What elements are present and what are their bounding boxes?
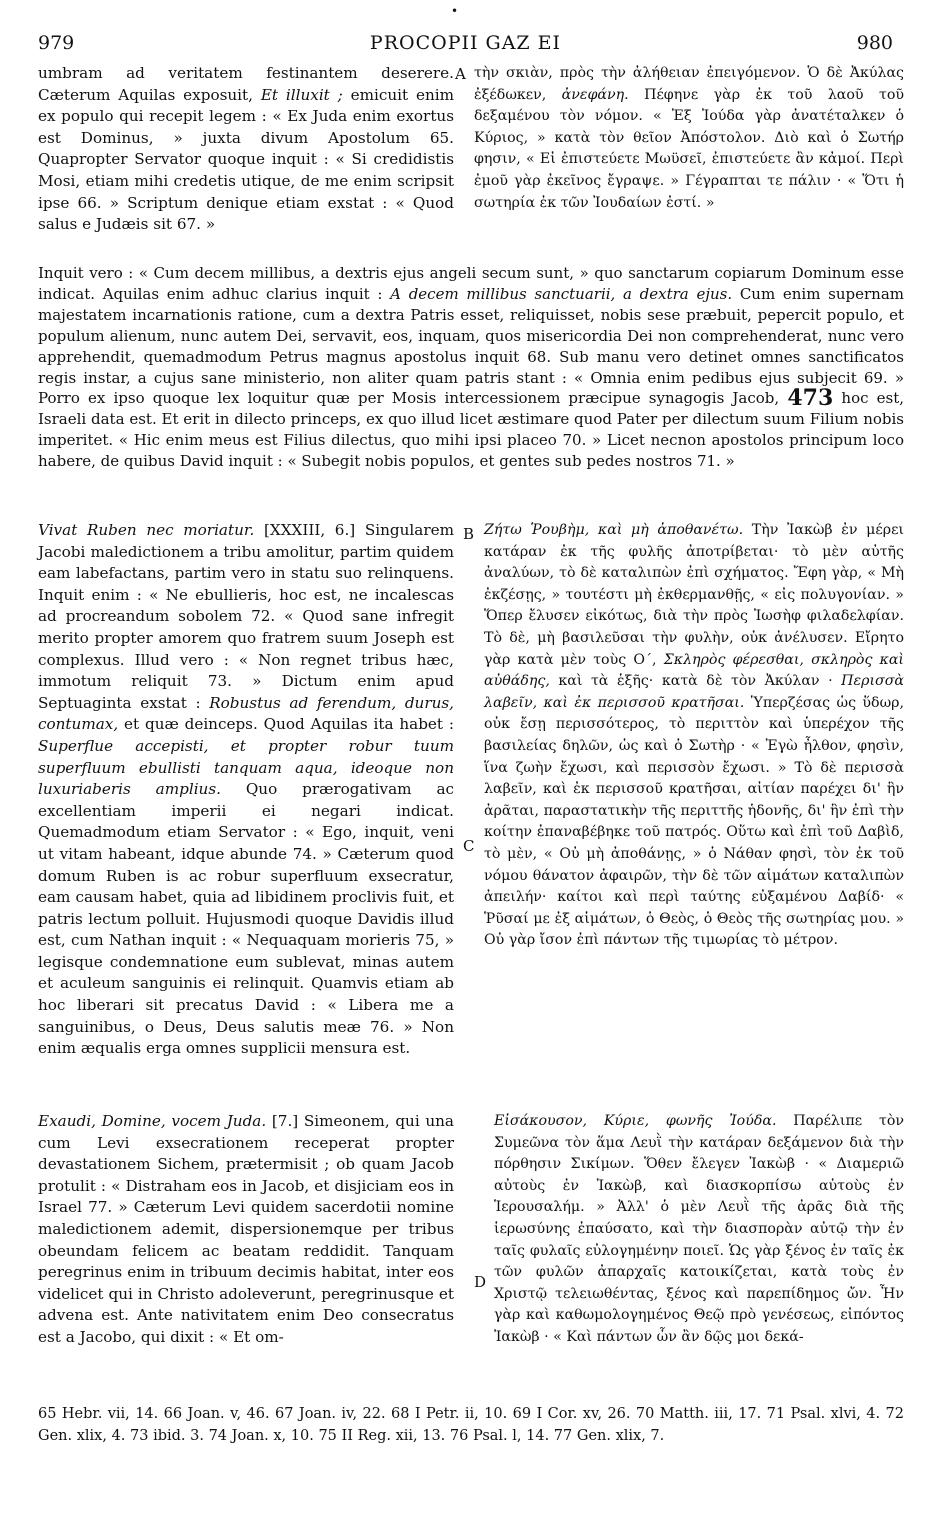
latin-column-a: [38, 63, 454, 236]
greek-text: τὴν σκιὰν, πρὸς τὴν ἀλήθειαν ἐπειγόμενον. Ὁ δὲ Ἀκύλας ἐξέδωκεν,: [474, 65, 904, 103]
paragraph-text-2: Cum enim supernam majestatem incarnationis ratione, cum a dextra Patris esset, reliquisset, nobis sese præbuit, pepercit populo, et populum alienum, nunc autem Dei, servavit, eos, inquam, quos misericordia Dei non comprehenderat, nunc vero apprehendit, quemadmodum Petrus magnus apostolus inquit 68. Sub manu vero detinet omnes sanctificatos regis instar, a cujus sane ministerio, non aliter quam patris stant : « Omnia enim pedibus ejus subjecit 69. » Porro ex ipso quoque lex loquitur quæ per Mosis intercessionem præcipue synagogis Jacob,: [38, 284, 904, 408]
greek-italic-text: ἀνεφάνη.: [561, 86, 629, 103]
margin-marker-c: C: [463, 837, 475, 855]
latin-italic-text: Et illuxit ;: [260, 85, 343, 104]
greek-italic-b1: Σκληρὸς φέρεσθαι, σκληρὸς καὶ αὐθάδης,: [484, 651, 904, 690]
paragraph-italic: A decem millibus sanctuarii, a dextra ejus.: [390, 284, 733, 303]
paragraph-text-3: hoc est, Israeli data est. Et erit in dilecto princeps, ex quo illud licet æstimare quod Pater per dilectum suum Filium nobis imperitet. « Hic enim meus est Filius dilectus, quo mihi ipsi placeo 70. » Licet necnon apostolos principum loco habere, de quibus David inquit : « Subegit nobis populos, et gentes sub pedes nostros 71. »: [38, 389, 905, 471]
greek-italic-b2: Περισσὰ λαβεῖν, καὶ ἐκ περισσοῦ κρατῆσαι.: [484, 673, 904, 711]
paragraph-text-1: Inquit vero : « Cum decem millibus, a dextris ejus angeli secum sunt, » quo sanctarum copiarum Dominum esse indicat. Aquilas enim adhuc clarius inquit :: [38, 264, 904, 303]
latin-text-b2: et quæ deinceps. Quod Aquilas ita habet :: [118, 715, 454, 734]
greek-lemma-ruben: Ζήτω Ῥουβὴμ, καὶ μὴ ἀποθανέτω.: [484, 522, 744, 538]
latin-italic-b2: Superflue accepisti, et propter robur tuum superfluum ebullisti tanquam aqua, ideoque non luxuriaberis amplius.: [38, 736, 454, 799]
greek-column-b: [484, 520, 904, 952]
greek-text-d: Παρέλιπε τὸν Συμεῶνα τὸν ἅμα Λευῒ τὴν κατάραν δεξάμενον διὰ τὴν πόρθησιν Σικίμων. Ὅθεν ἔλεγεν Ἰακὼβ · « Διαμεριῶ αὐτοὺς ἐν Ἰακὼβ, καὶ διασκορπίσω αὐτοὺς ἐν Ἱερουσαλήμ. » Ἀλλ' ὁ μὲν Λευῒ τῆς ἀρᾶς διὰ τῆς ἱερωσύνης ἐπαύσατο, καὶ τὴν διασπορὰν αὐτῷ τὴν ἐν ταῖς φυλαῖς εὐλογημένην ποιεῖ. Ὡς γὰρ ξένος ἐν ταῖς ἐκ τῶν φυλῶν ἀπαρχαῖς κατοικίζεται, κατὰ τοὺς ἐν Χριστῷ τελειωθέντας, ξένος καὶ παρεπίδημος ὤν. Ἦν γὰρ καὶ καθωμολογημένος Θεῷ πρὸ γενέσεως, εἰπόντος Ἰακὼβ · « Καὶ πάντων ὧν ἂν δῷς μοι δεκά-: [494, 1113, 904, 1345]
margin-marker-d: D: [474, 1273, 487, 1291]
latin-text: umbram ad veritatem festinantem deserere. Cæterum Aquilas exposuit,: [38, 64, 454, 104]
latin-text-d: [7.] Simeonem, qui una cum Levi exsecrationem receperat propter devastationem Sichem, prætermisit ; ob quam Jacob protulit : « Distraham eos in Jacob, et disjiciam eos in Israel 77. » Cæterum Levi quidem sacerdotii nomine maledictionem ademit, dispersionemque per tribus obeundam felicem ac beatam reddidit. Tanquam peregrinus enim in tribuum decimis habitat, inter eos videlicet qui in Christo adoleverunt, peregrinusque et advena est. Ante nativitatem enim Deo consecratus est a Jacobo, qui dixit : « Et om-: [38, 1112, 454, 1346]
latin-column-d: [38, 1111, 454, 1349]
latin-text-b1: [XXXIII, 6.] Singularem Jacobi maledictionem a tribu amolitur, partim quidem eam labefactans, partim vero in statu suo relinquens. Inquit enim : « Ne ebullieris, hoc est, ne incalescas ad procreandum sobolem 72. « Quod sane infregit merito propter amorem quo fratrem suum Joseph est complexus. Illud vero : « Non regnet tribus hæc, immotum reliquit 73. » Dictum enim apud Septuaginta exstat :: [38, 521, 454, 712]
running-title: PROCOPII GAZ EI: [369, 32, 562, 54]
page-number-marker: 473: [787, 385, 834, 412]
greek-text-b2: καὶ τὰ ἑξῆς· κατὰ δὲ τὸν Ἀκύλαν ·: [549, 673, 842, 690]
latin-italic-b1: Robustus ad ferendum, durus, contumax,: [38, 693, 455, 734]
margin-marker-a: A: [455, 65, 466, 83]
latin-lemma-juda: Exaudi, Domine, vocem Juda.: [38, 1112, 267, 1130]
page-header: [38, 28, 893, 58]
top-bullet-mark: •: [451, 4, 459, 18]
latin-text-b3: Quo prærogativam ac excellentiam imperii ei negari indicat. Quemadmodum etiam Servator : « Ego, inquit, veni ut vitam habeant, idque abunde 74. » Cæterum quod domum Ruben is ac robur superfluum exsecratur, eam causam habet, quia ad libidinem proclivis fuit, et patris lectum polluit. Hujusmodi quoque Davidis illud est, cum Nathan inquit : « Nequaquam morieris 75, » legisque condemnatione eum sublevat, minas autem et aculeum sanguinis ei relinquit. Quamvis etiam ab hoc liberari sit precatus David : « Libera me a sanguinibus, o Deus, Deus salutis meæ 76. » Non enim æqualis erga omnes supplicii mensura est.: [38, 780, 454, 1058]
greek-text-rest: Πέφηνε γὰρ ἐκ τοῦ λαοῦ τοῦ δεξαμένου τὸν νόμον. « Ἐξ Ἰούδα γὰρ ἀνατέταλκεν ὁ Κύριος, » κατὰ τὸν θεῖον Ἀπόστολον. Διὸ καὶ ὁ Σωτήρ φησιν, « Εἰ ἐπιστεύετε Μωϋσεῖ, ἐπιστεύετε ἂν κἀμοί. Περὶ ἐμοῦ γὰρ ἐκεῖνος ἔγραψε. » Γέγραπται τε πάλιν · « Ὅτι ἡ σωτηρία ἐκ τῶν Ἰουδαίων ἐστί. »: [474, 86, 904, 211]
left-column-number: 979: [38, 32, 75, 54]
latin-lemma-ruben: Vivat Ruben nec moriatur.: [38, 521, 255, 539]
right-column-number: 980: [856, 32, 893, 54]
full-width-paragraph: [38, 263, 904, 472]
margin-marker-b: B: [463, 525, 475, 543]
greek-lemma-juda: Εἰσάκουσον, Κύριε, φωνῆς Ἰούδα.: [494, 1113, 777, 1129]
greek-column-d: [494, 1111, 904, 1349]
greek-text-b1: Τὴν Ἰακὼβ ἐν μέρει κατάραν ἐκ τῆς φυλῆς ἀποτρίβεται· τὸ μὲν αὐτῆς ἀναλύων, τὸ δὲ καταλιπὼν ἐπὶ σχήματος. Ἔφη γὰρ, « Μὴ ἐκζέσῃς, » τουτέστι μὴ ἐκθερμανθῇς, « εἰς πολυγονίαν. » Ὅπερ ἔλυσεν εἰκότως, διὰ τὴν πρὸς Ἰωσὴφ φιλαδελφίαν. Τὸ δὲ, μὴ βασιλεῦσαι τὴν φυλὴν, οὐκ ἀνέλυσεν. Εἴρητο γὰρ κατὰ μὲν τοὺς Ο΄,: [484, 522, 904, 668]
footnotes: 65 Hebr. vii, 14. 66 Joan. v, 46. 67 Joan. iv, 22. 68 I Petr. ii, 10. 69 I Cor. xv, 26. 70 Matth. iii, 17. 71 Psal. xlvi, 4. 72 Gen. xlix, 4. 73 ibid. 3. 74 Joan. x, 10. 75 II Reg. xii, 13. 76 Psal. l, 14. 77 Gen. xlix, 7.: [38, 1406, 904, 1444]
latin-text-rest: emicuit enim ex populo qui recepit legem : « Ex Juda enim exortus est Dominus, » juxta divum Apostolum 65. Quapropter Servator quoque inquit : « Si credidistis Mosi, etiam mihi credetis utique, de me enim scripsit ipse 66. » Scriptum denique etiam exstat : « Quod salus e Judæis sit 67. »: [38, 85, 455, 234]
latin-column-b: [38, 520, 454, 1060]
greek-text-b3: Ὑπερζέσας ὡς ὕδωρ, οὐκ ἔσῃ περισσότερος, τὸ περιττὸν καὶ ὑπερέχον τῆς βασιλείας δηλῶν, ὡς καὶ ὁ Σωτὴρ · « Ἐγὼ ἦλθον, φησὶν, ἵνα ζωὴν ἔχωσι, καὶ περισσὸν ἔχωσι. » Τὸ δὲ περισσὰ λαβεῖν, καὶ ἐκ περισσοῦ κρατῆσαι, αἰτίαν παρέχει δι' ἣν ἀρᾶται, παραστατικὴν τῆς περιττῆς ἡδονῆς, δι' ἣν ἐπὶ τὴν κοίτην ἐπαναβέβηκε τοῦ πατρός. Οὕτω καὶ ἐπὶ τοῦ Δαβὶδ, τὸ μὲν, « Οὐ μὴ ἀποθάνῃς, » ὁ Νάθαν φησὶ, τὸν ἐκ τοῦ νόμου θάνατον ἀφαιρῶν, τὴν δὲ τῶν αἱμάτων καταλιπὼν ἀπειλήν· καίτοι καὶ περὶ ταύτης εὐξαμένου Δαβίδ· « Ῥῦσαί με ἐξ αἱμάτων, ὁ Θεὸς, ὁ Θεὸς τῆς σωτηρίας μου. » Οὐ γὰρ ἴσον ἐπὶ πάντων τῆς τιμωρίας τὸ μέτρον.: [484, 694, 905, 949]
greek-column-a: [474, 63, 904, 214]
